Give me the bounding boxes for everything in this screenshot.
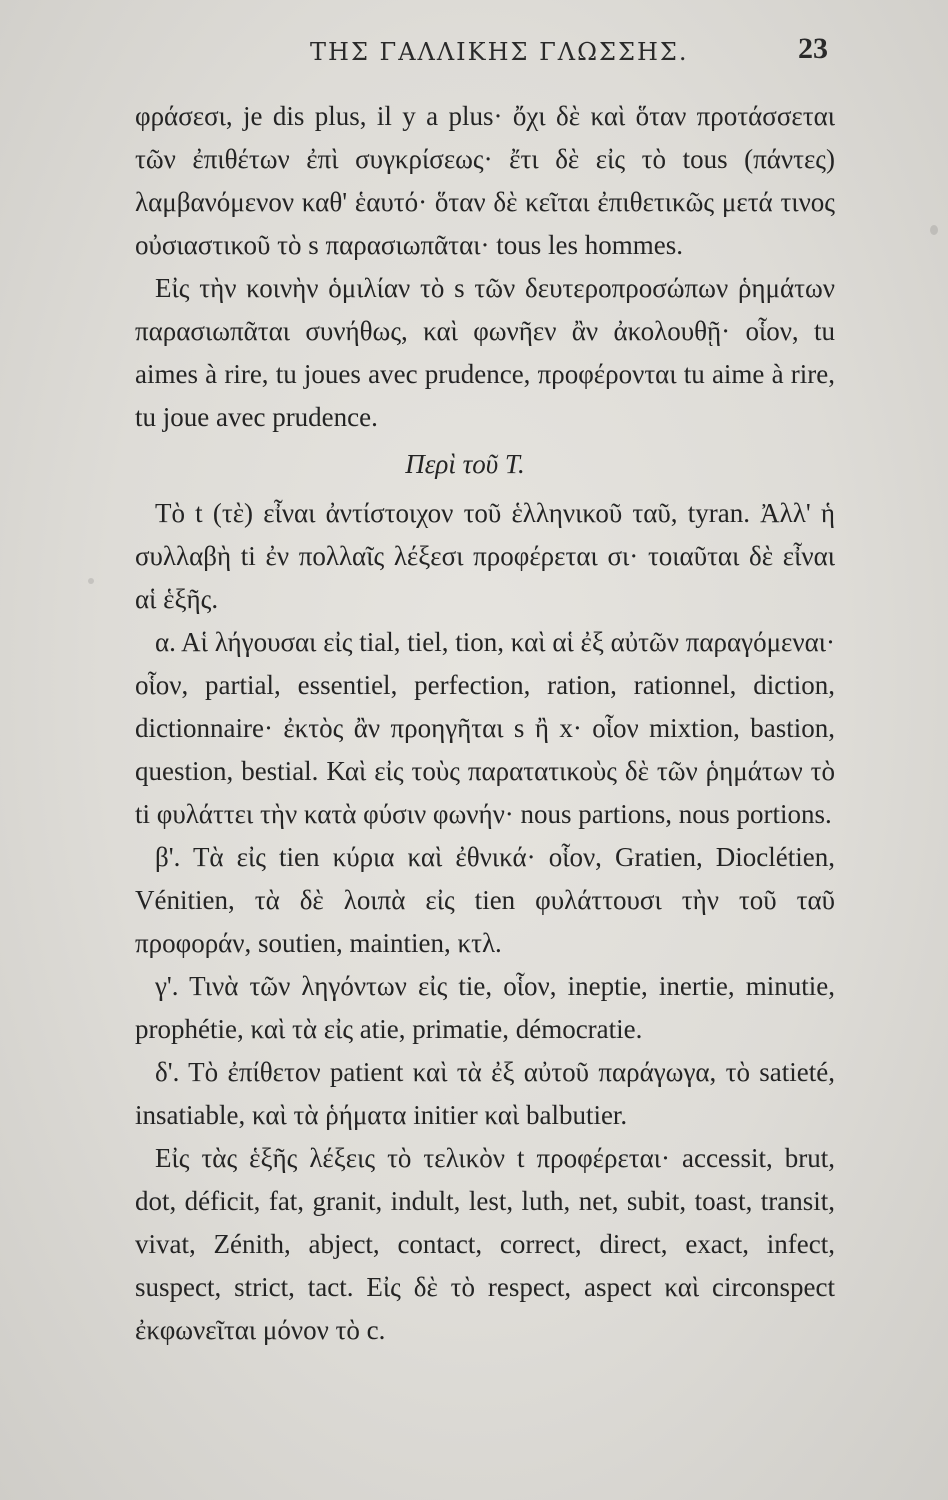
paragraph: γ'. Τινὰ τῶν ληγόντων εἰς tie, οἷον, ineptie, inertie, minutie, prophétie, καὶ τὰ εἰς atie, primatie, démocratie. [135, 971, 835, 1044]
page-header [140, 30, 828, 74]
paragraph: Εἰς τὰς ἑξῆς λέξεις τὸ τελικὸν t προφέρεται· accessit, brut, dot, déficit, fat, granit, indult, lest, luth, net, subit, toast, transit, vivat, Zénith, abject, contact, correct, direct, exact, infect, suspect, strict, tact. Εἰς δὲ τὸ respect, aspect καὶ circonspect ἐκφωνεῖται μόνον τὸ c. [135, 1143, 835, 1345]
paragraph: β'. Τὰ εἰς tien κύρια καὶ ἐθνικά· οἷον, Gratien, Dioclétien, Vénitien, τὰ δὲ λοιπὰ εἰς tien φυλάττουσι τὴν τοῦ ταῦ προφοράν, soutien, maintien, κτλ. [135, 842, 835, 958]
running-head: ΤΗΣ ΓΑΛΛΙΚΗΣ ΓΛΩΣΣΗΣ. [310, 38, 689, 66]
ink-spot [88, 578, 94, 584]
paragraph: Τὸ t (τὲ) εἶναι ἀντίστοιχον τοῦ ἑλληνικοῦ ταῦ, tyran. Ἀλλ' ἡ συλλαβὴ ti ἐν πολλαῖς λέξεσι προφέρεται σι· τοιαῦται δὲ εἶναι αἱ ἑξῆς. [135, 498, 835, 614]
ink-spot [930, 225, 938, 235]
paragraph: α. Αἱ λήγουσαι εἰς tial, tiel, tion, καὶ αἱ ἐξ αὐτῶν παραγόμεναι· οἷον, partial, essentiel, perfection, ration, rationnel, diction, dictionnaire· ἐκτὸς ἂν προηγῆται s ἢ x· οἷον mixtion, bastion, question, bestial. Καὶ εἰς τοὺς παρατατικοὺς δὲ τῶν ῥημάτων τὸ ti φυλάττει τὴν κατὰ φύσιν φωνήν· nous partions, nous portions. [135, 627, 835, 829]
paragraph: Εἰς τὴν κοινὴν ὁμιλίαν τὸ s τῶν δευτεροπροσώπων ῥημάτων παρασιωπᾶται συνήθως, καὶ φωνῆεν ἂν ἀκολουθῇ· οἷον, tu aimes à rire, tu joues avec prudence, προφέρονται tu aime à rire, tu joue avec prudence. [135, 273, 835, 432]
paragraph: δ'. Τὸ ἐπίθετον patient καὶ τὰ ἐξ αὐτοῦ παράγωγα, τὸ satieté, insatiable, καὶ τὰ ῥήματα initier καὶ balbutier. [135, 1057, 835, 1130]
section-heading: Περὶ τοῦ Τ. [405, 449, 525, 479]
page-number: 23 [798, 32, 828, 65]
body-text [135, 95, 835, 1352]
paragraph: φράσεσι, je dis plus, il y a plus· ὄχι δὲ καὶ ὅταν προτάσσεται τῶν ἐπιθέτων ἐπὶ συγκρίσεως· ἔτι δὲ εἰς τὸ tous (πάντες) λαμβανόμενον καθ' ἑαυτό· ὅταν δὲ κεῖται ἐπιθετικῶς μετά τινος οὐσιαστικοῦ τὸ s παρασιωπᾶται· tous les hommes. [135, 101, 835, 260]
